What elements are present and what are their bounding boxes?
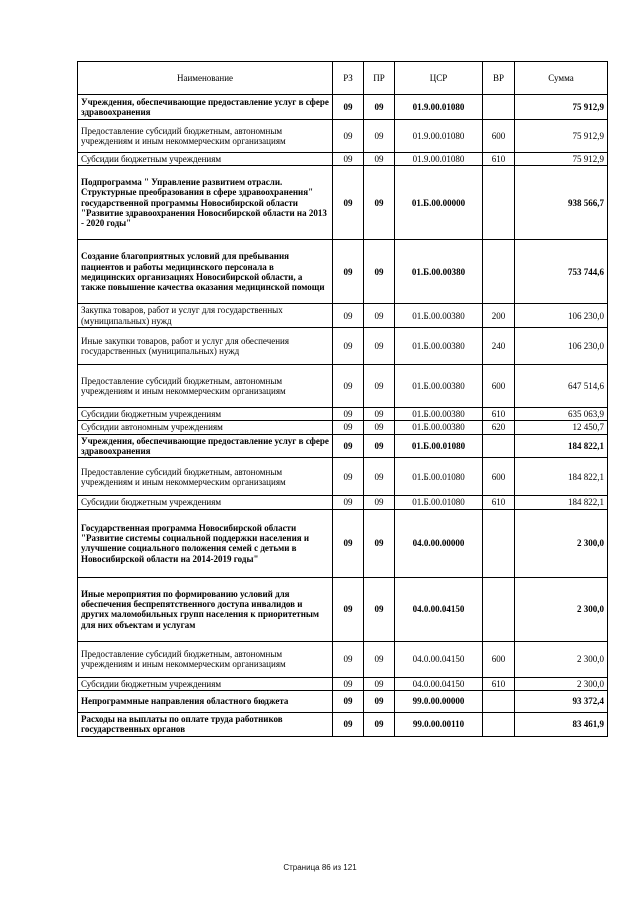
table-row <box>78 691 608 713</box>
cell-vr <box>483 509 515 577</box>
cell-name: Подпрограмма " Управление развитием отрасли. Структурные преобразования в сфере здравоохранения" государственной программы Новосибирской области "Развитие здравоохранения Новосибирской области на 2013 - 2020 годы" <box>78 166 333 240</box>
cell-csr: 01.Б.00.00380 <box>395 328 483 365</box>
cell-vr: 610 <box>483 677 515 690</box>
table-row <box>78 120 608 153</box>
table-row <box>78 713 608 737</box>
page-number: Страница 86 из 121 <box>283 863 357 872</box>
cell-csr: 04.0.00.04150 <box>395 641 483 677</box>
cell-pr: 09 <box>364 509 395 577</box>
cell-rz: 09 <box>333 691 364 713</box>
cell-vr <box>483 691 515 713</box>
cell-pr: 09 <box>364 496 395 509</box>
cell-name: Субсидии автономным учреждениям <box>78 421 333 434</box>
cell-pr: 09 <box>364 713 395 737</box>
cell-sum: 647 514,6 <box>515 365 608 408</box>
cell-csr: 04.0.00.00000 <box>395 509 483 577</box>
cell-sum: 106 230,0 <box>515 304 608 328</box>
cell-sum: 2 300,0 <box>515 509 608 577</box>
table-row <box>78 408 608 421</box>
cell-rz: 09 <box>333 434 364 458</box>
header-vr: ВР <box>483 62 515 95</box>
cell-csr: 01.Б.00.00380 <box>395 304 483 328</box>
cell-rz: 09 <box>333 458 364 496</box>
cell-csr: 01.Б.00.00000 <box>395 166 483 240</box>
table-row <box>78 240 608 304</box>
cell-name: Иные мероприятия по формированию условий для обеспечения беспрепятственного доступа инвалидов и других маломобильных групп населения к приоритетным для них объектам и услугам <box>78 577 333 641</box>
cell-csr: 01.Б.00.00380 <box>395 365 483 408</box>
cell-pr: 09 <box>364 434 395 458</box>
cell-name: Непрограммные направления областного бюджета <box>78 691 333 713</box>
cell-sum: 184 822,1 <box>515 434 608 458</box>
cell-vr: 610 <box>483 153 515 166</box>
budget-table <box>77 61 608 737</box>
cell-pr: 09 <box>364 240 395 304</box>
header-sum: Сумма <box>515 62 608 95</box>
cell-csr: 01.Б.00.01080 <box>395 434 483 458</box>
cell-csr: 04.0.00.04150 <box>395 677 483 690</box>
header-rz: РЗ <box>333 62 364 95</box>
cell-sum: 938 566,7 <box>515 166 608 240</box>
cell-csr: 01.Б.00.01080 <box>395 458 483 496</box>
cell-pr: 09 <box>364 120 395 153</box>
cell-pr: 09 <box>364 365 395 408</box>
cell-name: Иные закупки товаров, работ и услуг для обеспечения государственных (муниципальных) нужд <box>78 328 333 365</box>
cell-rz: 09 <box>333 95 364 120</box>
cell-sum: 93 372,4 <box>515 691 608 713</box>
cell-pr: 09 <box>364 408 395 421</box>
header-pr: ПР <box>364 62 395 95</box>
cell-csr: 01.Б.00.01080 <box>395 496 483 509</box>
table-row <box>78 421 608 434</box>
cell-name: Государственная программа Новосибирской области "Развитие системы социальной поддержки населения и улучшение социального положения семей с детьми в Новосибирской области на 2014-2019 годы" <box>78 509 333 577</box>
cell-sum: 184 822,1 <box>515 458 608 496</box>
cell-csr: 01.9.00.01080 <box>395 153 483 166</box>
header-name: Наименование <box>78 62 333 95</box>
cell-pr: 09 <box>364 304 395 328</box>
cell-vr: 610 <box>483 408 515 421</box>
cell-csr: 01.Б.00.00380 <box>395 240 483 304</box>
cell-rz: 09 <box>333 166 364 240</box>
cell-vr <box>483 713 515 737</box>
table-row <box>78 434 608 458</box>
cell-sum: 2 300,0 <box>515 677 608 690</box>
cell-rz: 09 <box>333 328 364 365</box>
cell-rz: 09 <box>333 408 364 421</box>
cell-sum: 106 230,0 <box>515 328 608 365</box>
table-row <box>78 577 608 641</box>
cell-rz: 09 <box>333 713 364 737</box>
cell-rz: 09 <box>333 153 364 166</box>
cell-sum: 2 300,0 <box>515 641 608 677</box>
cell-sum: 75 912,9 <box>515 153 608 166</box>
table-row <box>78 95 608 120</box>
cell-name: Расходы на выплаты по оплате труда работников государственных органов <box>78 713 333 737</box>
cell-name: Предоставление субсидий бюджетным, автономным учреждениям и иным некоммерческим организациям <box>78 120 333 153</box>
cell-pr: 09 <box>364 153 395 166</box>
cell-rz: 09 <box>333 677 364 690</box>
cell-pr: 09 <box>364 166 395 240</box>
table-row <box>78 166 608 240</box>
cell-pr: 09 <box>364 641 395 677</box>
cell-sum: 635 063,9 <box>515 408 608 421</box>
table-row <box>78 458 608 496</box>
cell-pr: 09 <box>364 95 395 120</box>
table-row <box>78 328 608 365</box>
cell-sum: 75 912,9 <box>515 120 608 153</box>
cell-name: Субсидии бюджетным учреждениям <box>78 496 333 509</box>
cell-rz: 09 <box>333 240 364 304</box>
cell-name: Предоставление субсидий бюджетным, автономным учреждениям и иным некоммерческим организациям <box>78 365 333 408</box>
table-row <box>78 496 608 509</box>
table-row <box>78 509 608 577</box>
header-csr: ЦСР <box>395 62 483 95</box>
cell-sum: 2 300,0 <box>515 577 608 641</box>
cell-name: Предоставление субсидий бюджетным, автономным учреждениям и иным некоммерческим организациям <box>78 458 333 496</box>
cell-rz: 09 <box>333 421 364 434</box>
cell-vr: 600 <box>483 120 515 153</box>
cell-sum: 75 912,9 <box>515 95 608 120</box>
cell-csr: 99.0.00.00000 <box>395 691 483 713</box>
cell-vr <box>483 577 515 641</box>
table-row <box>78 677 608 690</box>
cell-sum: 83 461,9 <box>515 713 608 737</box>
cell-vr <box>483 434 515 458</box>
cell-vr: 600 <box>483 458 515 496</box>
cell-rz: 09 <box>333 577 364 641</box>
cell-pr: 09 <box>364 577 395 641</box>
cell-csr: 99.0.00.00110 <box>395 713 483 737</box>
cell-vr: 600 <box>483 641 515 677</box>
cell-vr: 620 <box>483 421 515 434</box>
cell-csr: 04.0.00.04150 <box>395 577 483 641</box>
cell-vr <box>483 95 515 120</box>
cell-name: Субсидии бюджетным учреждениям <box>78 153 333 166</box>
cell-pr: 09 <box>364 677 395 690</box>
cell-rz: 09 <box>333 365 364 408</box>
cell-csr: 01.9.00.01080 <box>395 95 483 120</box>
cell-pr: 09 <box>364 691 395 713</box>
cell-name: Предоставление субсидий бюджетным, автономным учреждениям и иным некоммерческим организациям <box>78 641 333 677</box>
cell-rz: 09 <box>333 641 364 677</box>
cell-name: Субсидии бюджетным учреждениям <box>78 677 333 690</box>
table-row <box>78 365 608 408</box>
cell-csr: 01.Б.00.00380 <box>395 421 483 434</box>
cell-vr: 600 <box>483 365 515 408</box>
table-header-row <box>78 62 608 95</box>
cell-name: Учреждения, обеспечивающие предоставление услуг в сфере здравоохранения <box>78 95 333 120</box>
cell-name: Субсидии бюджетным учреждениям <box>78 408 333 421</box>
cell-csr: 01.9.00.01080 <box>395 120 483 153</box>
table-row <box>78 153 608 166</box>
budget-table-body <box>78 62 608 737</box>
cell-vr <box>483 240 515 304</box>
cell-pr: 09 <box>364 328 395 365</box>
cell-pr: 09 <box>364 458 395 496</box>
cell-name: Учреждения, обеспечивающие предоставление услуг в сфере здравоохранения <box>78 434 333 458</box>
cell-pr: 09 <box>364 421 395 434</box>
cell-vr: 610 <box>483 496 515 509</box>
cell-vr: 240 <box>483 328 515 365</box>
table-row <box>78 304 608 328</box>
cell-name: Создание благоприятных условий для пребывания пациентов и работы медицинского персонала в медицинских организациях Новосибирской области, а также повышение качества оказания медицинской помощи <box>78 240 333 304</box>
cell-sum: 184 822,1 <box>515 496 608 509</box>
cell-vr: 200 <box>483 304 515 328</box>
cell-rz: 09 <box>333 496 364 509</box>
cell-rz: 09 <box>333 120 364 153</box>
cell-name: Закупка товаров, работ и услуг для государственных (муниципальных) нужд <box>78 304 333 328</box>
cell-sum: 12 450,7 <box>515 421 608 434</box>
cell-sum: 753 744,6 <box>515 240 608 304</box>
table-row <box>78 641 608 677</box>
cell-csr: 01.Б.00.00380 <box>395 408 483 421</box>
cell-vr <box>483 166 515 240</box>
cell-rz: 09 <box>333 509 364 577</box>
cell-rz: 09 <box>333 304 364 328</box>
